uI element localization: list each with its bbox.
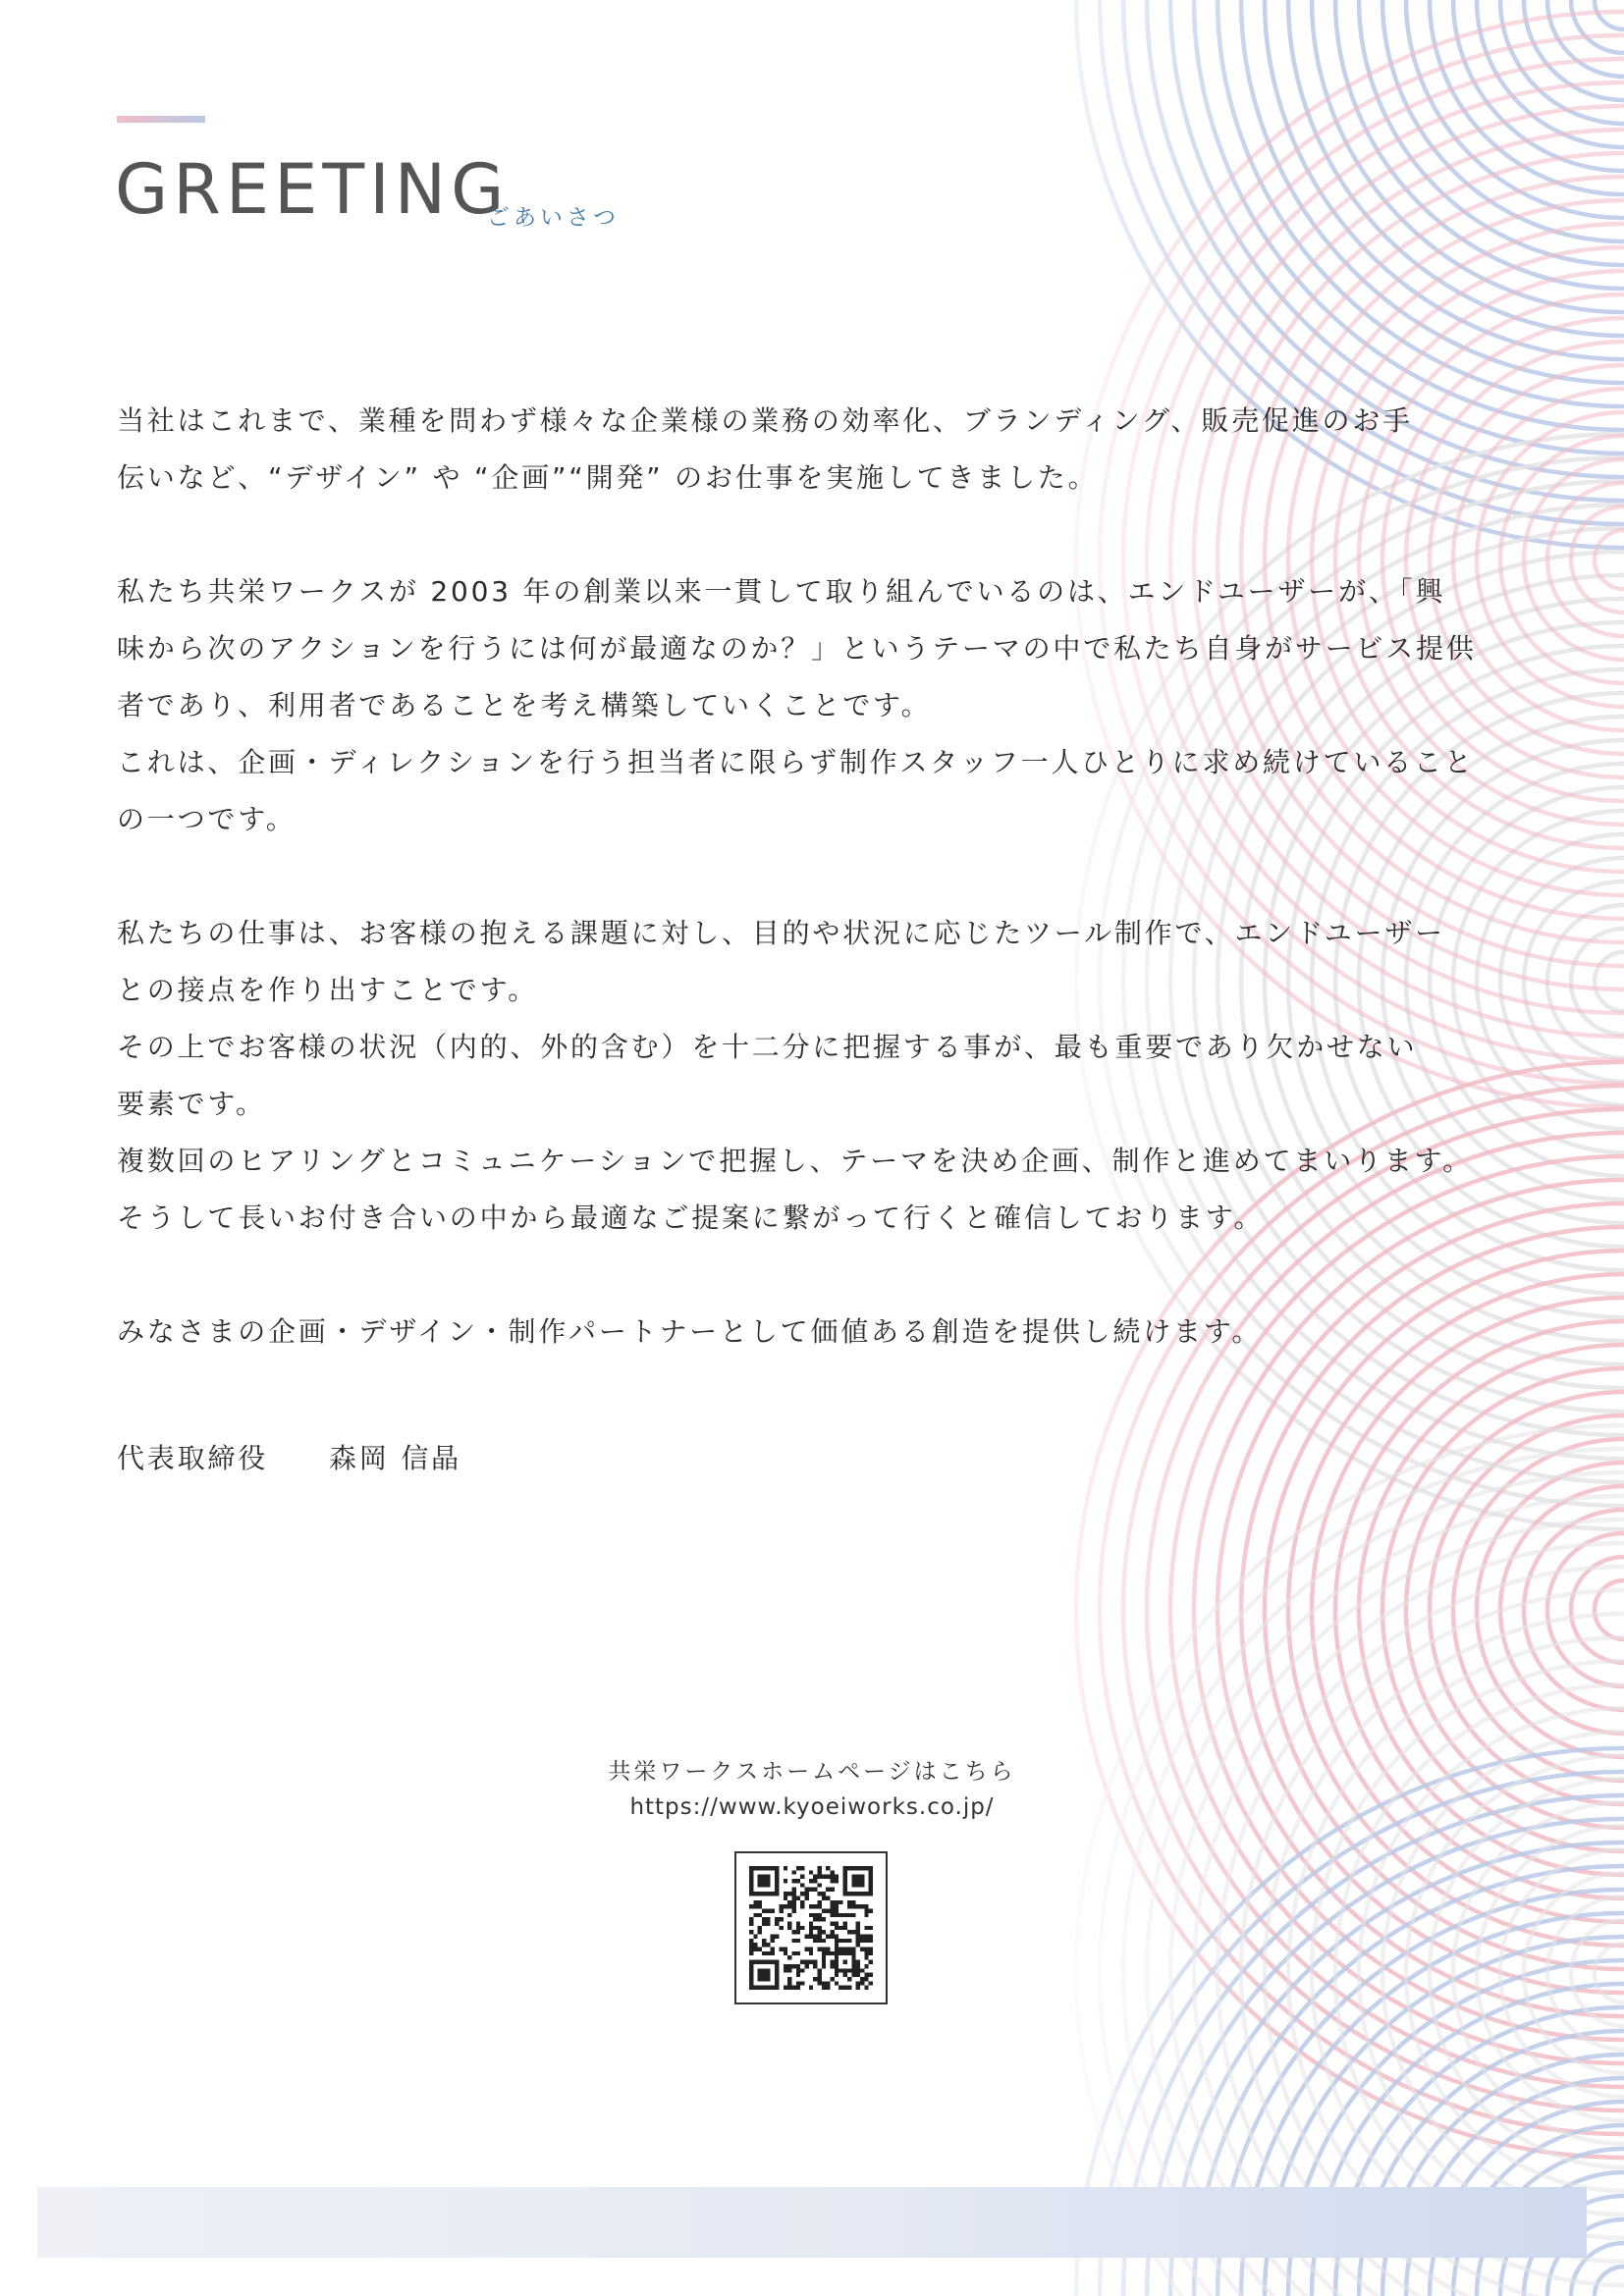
paragraph-1 xyxy=(117,393,1511,507)
body-line: 私たちの仕事は、お客様の抱える課題に対し、目的や状況に応じたツール制作で、エンドユーザー xyxy=(117,917,1445,949)
paragraph-3 xyxy=(117,905,1511,1247)
body-line: 伝いなど、“デザイン” や “企画”“開発” のお仕事を実施してきました。 xyxy=(117,461,1099,494)
body-line: これは、企画・ディレクションを行う担当者に限らず制作スタッフ一人ひとりに求め続けていること xyxy=(117,746,1475,778)
paragraph-2 xyxy=(117,563,1511,848)
body-line: との接点を作り出すことです。 xyxy=(117,974,538,1006)
greeting-body xyxy=(117,393,1511,1361)
body-line: 味から次のアクションを行うには何が最適なのか？」というテーマの中で私たち自身がサービス提供 xyxy=(117,632,1477,665)
body-line: その上でお客様の状況（内的、外的含む）を十二分に把握する事が、最も重要であり欠かせない xyxy=(117,1031,1418,1063)
body-line: 当社はこれまで、業種を問わず様々な企業様の業務の効率化、ブランディング、販売促進のお手 xyxy=(117,404,1413,437)
body-line: 者であり、利用者であることを考え構築していくことです。 xyxy=(117,689,932,721)
bottom-band xyxy=(37,2187,1587,2258)
body-line: 私たち共栄ワークスが 2003 年の創業以来一貫して取り組んでいるのは、エンドユーザーが、「興 xyxy=(117,575,1446,608)
qr-code-pattern xyxy=(749,1866,873,1990)
signature-name: 森岡 信晶 xyxy=(329,1442,461,1474)
body-line: みなさまの企画・デザイン・制作パートナーとして価値ある創造を提供し続けます。 xyxy=(117,1315,1263,1348)
body-line: そうして長いお付き合いの中から最適なご提案に繋がって行くと確信しております。 xyxy=(117,1201,1265,1234)
body-line: 複数回のヒアリングとコミュニケーションで把握し、テーマを決め企画、制作と進めてまいります。 xyxy=(117,1145,1473,1177)
page-subtitle: ごあいさつ xyxy=(487,205,620,231)
body-line: の一つです。 xyxy=(117,803,297,835)
body-line: 要素です。 xyxy=(117,1088,266,1120)
paragraph-4 xyxy=(117,1304,1511,1361)
homepage-url[interactable]: https://www.kyoeiworks.co.jp/ xyxy=(629,1794,995,1820)
homepage-caption: 共栄ワークスホームページはこちら xyxy=(608,1759,1016,1785)
page-title: GREETING xyxy=(115,149,510,230)
qr-code-icon[interactable] xyxy=(734,1851,888,2004)
signature-role: 代表取締役 xyxy=(117,1442,269,1474)
signature xyxy=(117,1437,461,1476)
title-accent-bar xyxy=(117,116,205,123)
